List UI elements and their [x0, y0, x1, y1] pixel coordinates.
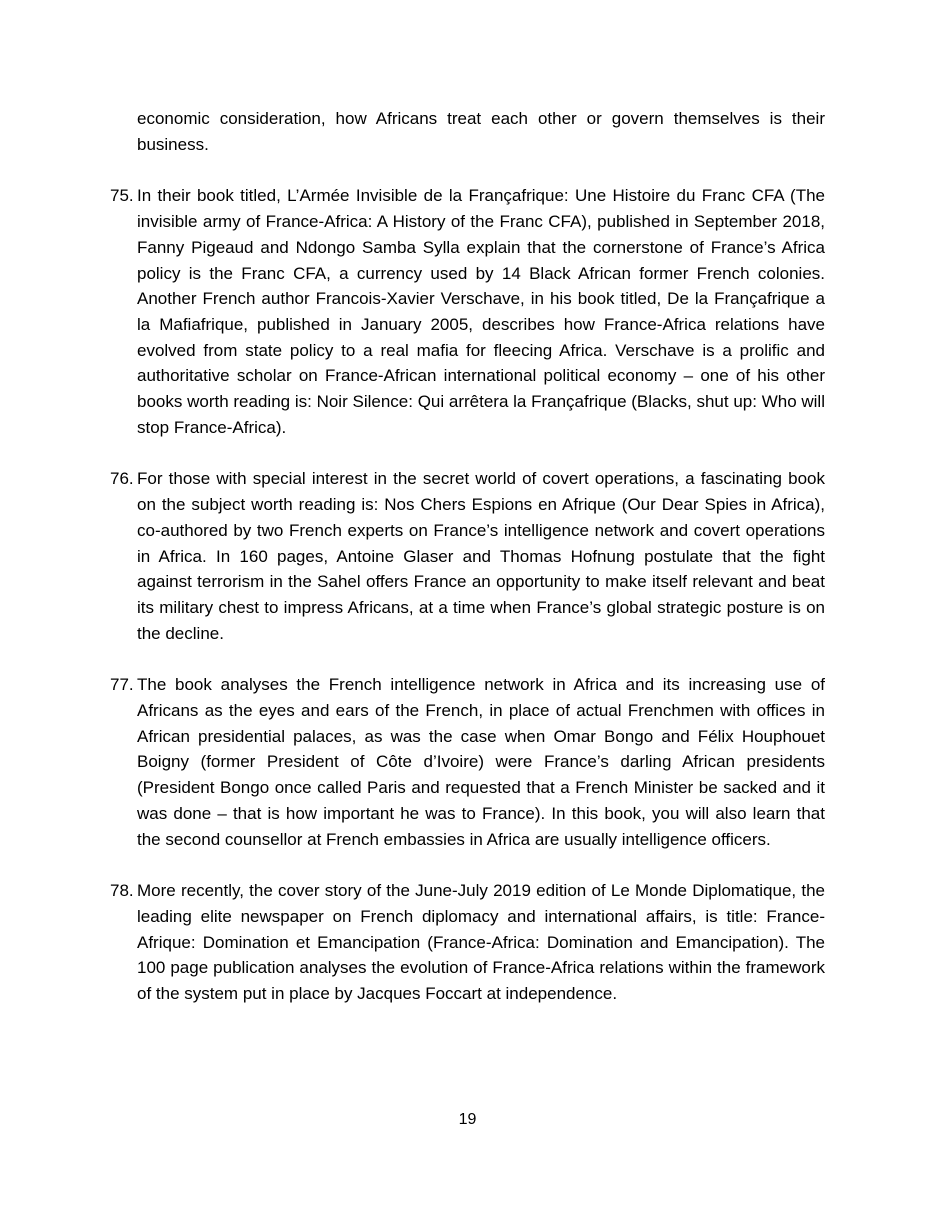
continuation-paragraph: economic consideration, how Africans treat each other or govern themselves is their business.	[137, 109, 825, 154]
text-body	[110, 106, 825, 1033]
page-number: 19	[458, 1111, 477, 1128]
list-item-text: More recently, the cover story of the June-July 2019 edition of Le Monde Diplomatique, the leading elite newspaper on French diplomacy and international affairs, is title: France-Afrique: Domination et Emancipation (France-Africa: Domination and Emancipation). The 100 page publication analyses the evolution of France-Africa relations within the framework of the system put in place by Jacques Foccart at independence.	[137, 881, 825, 1004]
list-item-75	[110, 183, 825, 440]
list-item-76	[110, 466, 825, 646]
list-item-number: 78.	[110, 881, 134, 901]
list-item-text: The book analyses the French intelligence network in Africa and its increasing use of Africans as the eyes and ears of the French, in place of actual Frenchmen with offices in African presidential palaces, as was the case when Omar Bongo and Félix Houphouet Boigny (former President of Côte d’Ivoire) were France’s darling African presidents (President Bongo once called Paris and requested that a French Minister be sacked and it was done – that is how important he was to France). In this book, you will also learn that the second counsellor at French embassies in Africa are usually intelligence officers.	[137, 675, 825, 849]
list-item-number: 75.	[110, 186, 134, 206]
list-item-number: 76.	[110, 469, 134, 489]
list-item-number: 77.	[110, 675, 134, 695]
list-item-text: In their book titled, L’Armée Invisible de la Françafrique: Une Histoire du Franc CFA (The invisible army of France-Africa: A History of the Franc CFA), published in September 2018, Fanny Pigeaud and Ndongo Samba Sylla explain that the cornerstone of France’s Africa policy is the Franc CFA, a currency used by 14 Black African former French colonies. Another French author Francois-Xavier Verschave, in his book titled, De la Françafrique a la Mafiafrique, published in January 2005, describes how France-Africa relations have evolved from state policy to a real mafia for fleecing Africa. Verschave is a prolific and authoritative scholar on France-African international political economy – one of his other books worth reading is: Noir Silence: Qui arrêtera la Françafrique (Blacks, shut up: Who will stop France-Africa).	[137, 186, 825, 437]
list-item-77	[110, 672, 825, 852]
list-item-78	[110, 878, 825, 1007]
list-item-text: For those with special interest in the secret world of covert operations, a fascinating book on the subject worth reading is: Nos Chers Espions en Afrique (Our Dear Spies in Africa), co-authored by two French experts on France’s intelligence network and covert operations in Africa. In 160 pages, Antoine Glaser and Thomas Hofnung postulate that the fight against terrorism in the Sahel offers France an opportunity to make itself relevant and beat its military chest to impress Africans, at a time when France’s global strategic posture is on the decline.	[137, 469, 825, 643]
